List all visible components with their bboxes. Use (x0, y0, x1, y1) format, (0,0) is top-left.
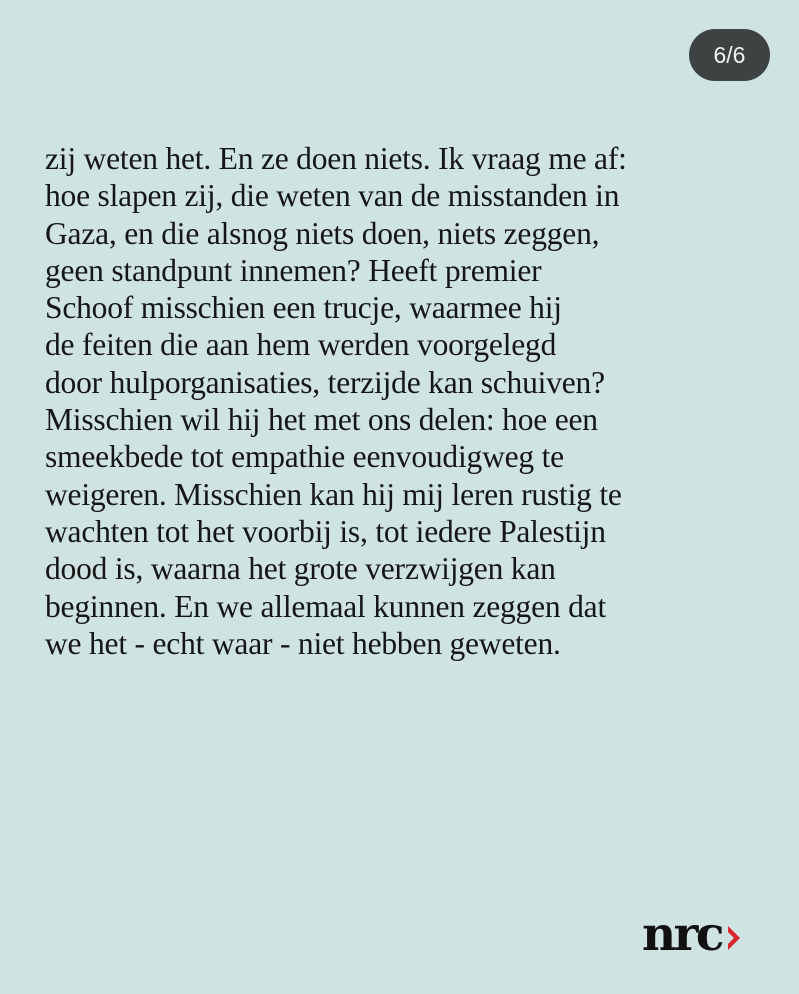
article-line: beginnen. En we allemaal kunnen zeggen dat (45, 588, 606, 624)
article-line: Gaza, en die alsnog niets doen, niets zeggen, (45, 215, 600, 251)
article-line: we het - echt waar - niet hebben geweten. (45, 625, 561, 661)
article-line: de feiten die aan hem werden voorgelegd (45, 327, 557, 363)
article-line: dood is, waarna het grote verzwijgen kan (45, 551, 556, 587)
article-line: geen standpunt innemen? Heeft premier (45, 252, 542, 288)
chevron-right-icon (726, 925, 742, 951)
article-line: wachten tot het voorbij is, tot iedere Palestijn (45, 513, 606, 549)
article-line: weigeren. Misschien kan hij mij leren rustig te (45, 476, 622, 512)
nrc-logo (642, 907, 742, 962)
article-line: smeekbede tot empathie eenvoudigweg te (45, 439, 564, 475)
nrc-logo-text: nrc (642, 907, 723, 962)
article-text (45, 140, 765, 662)
article-line: zij weten het. En ze doen niets. Ik vraag me af: (45, 141, 627, 176)
article-line: door hulporganisaties, terzijde kan schuiven? (45, 364, 605, 400)
article-line: hoe slapen zij, die weten van de misstanden in (45, 178, 620, 214)
article-line: Schoof misschien een trucje, waarmee hij (45, 290, 562, 326)
article-line: Misschien wil hij het met ons delen: hoe een (45, 402, 598, 438)
page-counter-badge: 6/6 (689, 29, 770, 81)
